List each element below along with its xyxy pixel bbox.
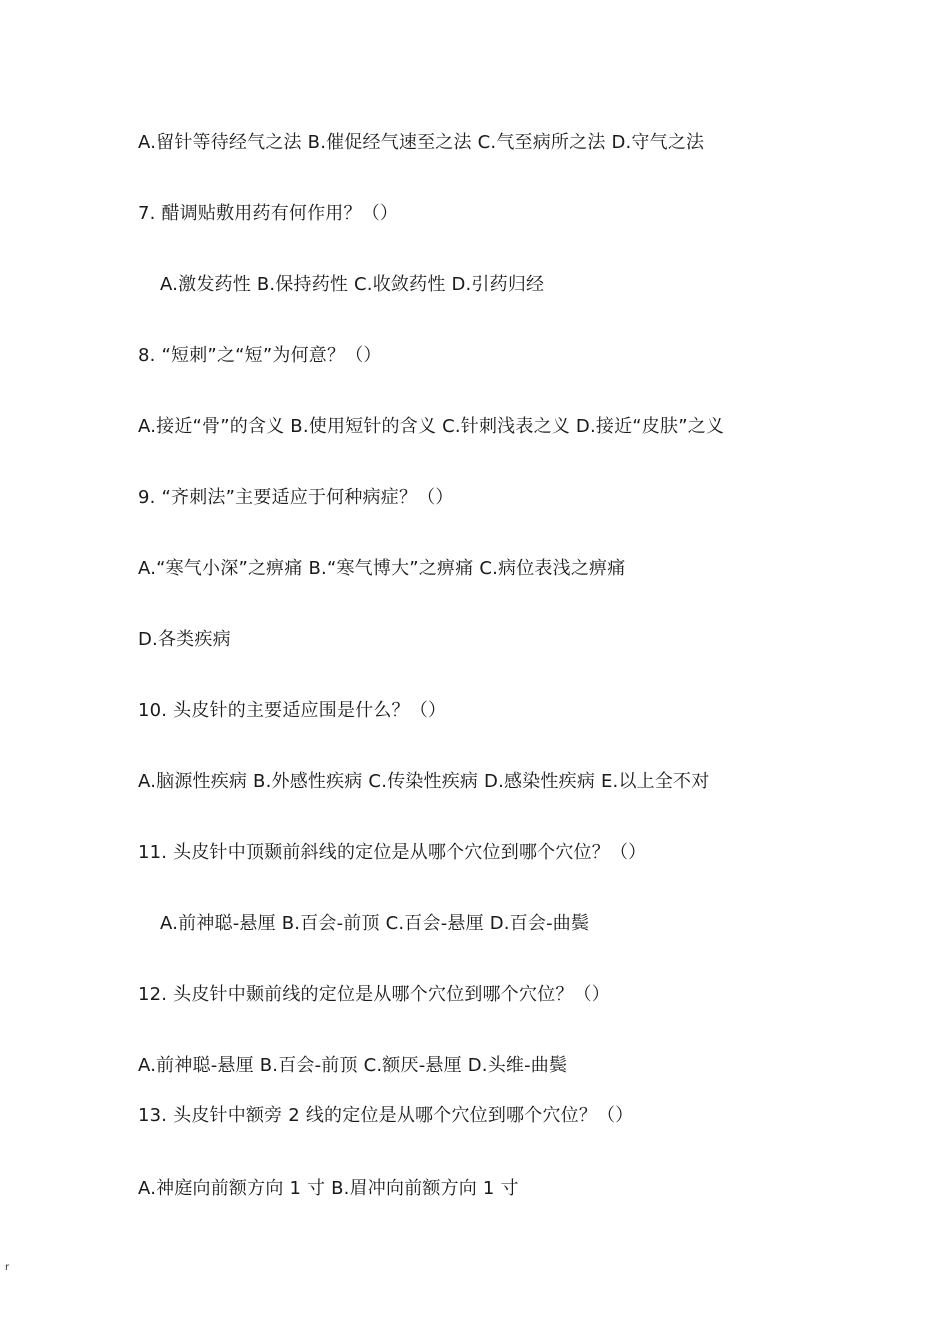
q11-options: A.前神聪-悬厘 B.百会-前顶 C.百会-悬厘 D.百会-曲鬓	[160, 913, 590, 934]
q12-options: A.前神聪-悬厘 B.百会-前顶 C.额厌-悬厘 D.头维-曲鬓	[138, 1055, 568, 1076]
q10-question: 10. 头皮针的主要适应围是什么？（）	[138, 700, 447, 721]
footer-mark: r	[5, 1262, 10, 1273]
q6-options: A.留针等待经气之法 B.催促经气速至之法 C.气至病所之法 D.守气之法	[138, 132, 705, 153]
q7-question: 7. 醋调贴敷用药有何作用？（）	[138, 203, 399, 224]
q8-question: 8. “短刺”之“短”为何意？（）	[138, 345, 382, 366]
q7-options: A.激发药性 B.保持药性 C.收敛药性 D.引药归经	[160, 274, 545, 295]
q10-options: A.脑源性疾病 B.外感性疾病 C.传染性疾病 D.感染性疾病 E.以上全不对	[138, 771, 710, 792]
q9-question: 9. “齐刺法”主要适应于何种病症？（）	[138, 487, 454, 508]
q12-question: 12. 头皮针中颞前线的定位是从哪个穴位到哪个穴位？（）	[138, 984, 610, 1005]
q9-options-line1: A.“寒气小深”之痹痛 B.“寒气博大”之痹痛 C.病位表浅之痹痛	[138, 558, 626, 579]
q8-options: A.接近“骨”的含义 B.使用短针的含义 C.针刺浅表之义 D.接近“皮肤”之义	[138, 416, 725, 437]
q13-question: 13. 头皮针中额旁 2 线的定位是从哪个穴位到哪个穴位？（）	[138, 1105, 634, 1126]
q11-question: 11. 头皮针中顶颞前斜线的定位是从哪个穴位到哪个穴位？（）	[138, 842, 647, 863]
q9-options-line2: D.各类疾病	[138, 629, 231, 650]
q13-options: A.神庭向前额方向 1 寸 B.眉冲向前额方向 1 寸	[138, 1178, 519, 1199]
